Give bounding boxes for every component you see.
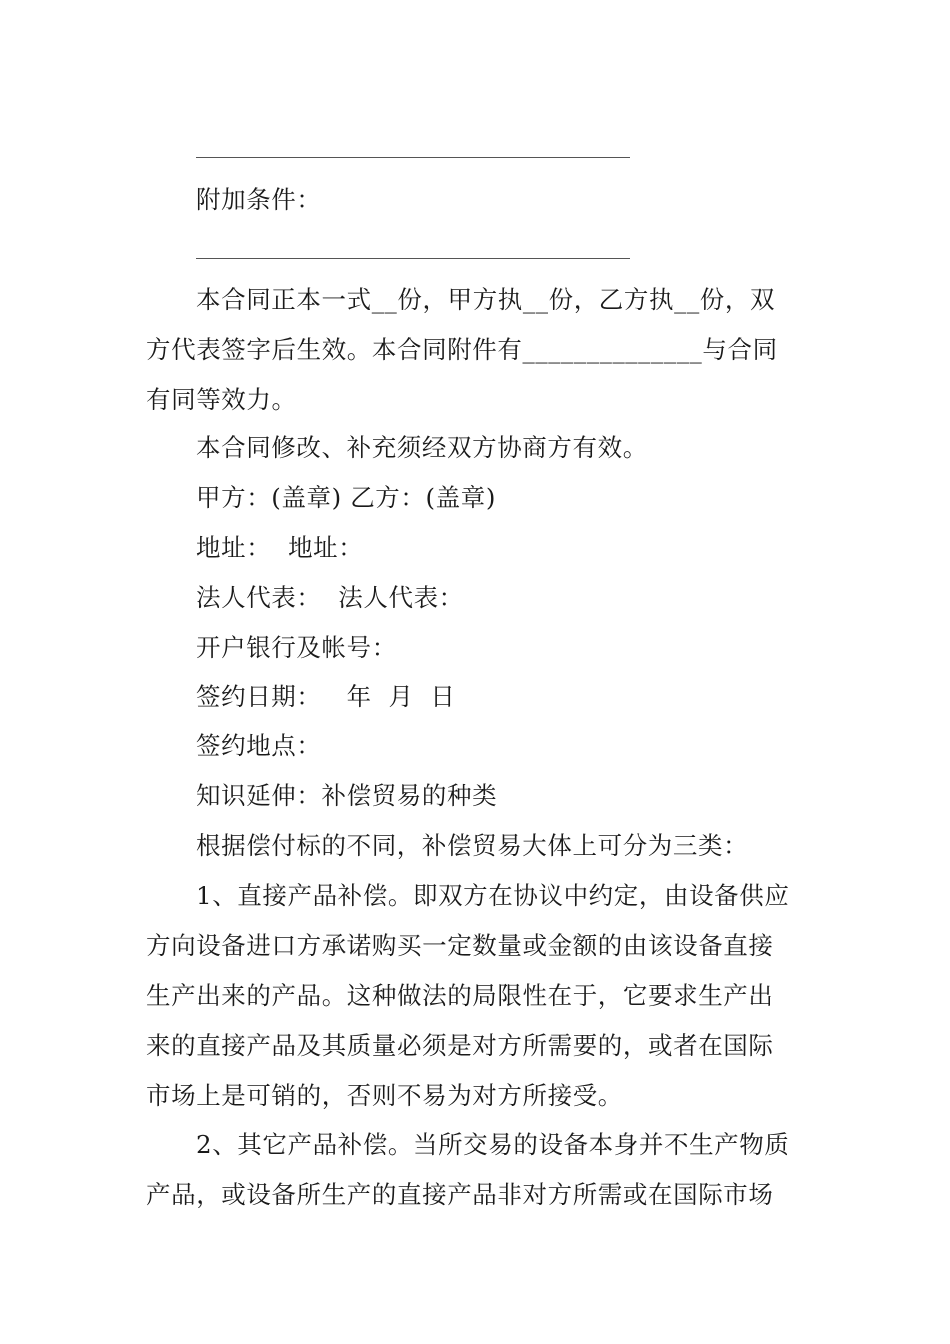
paragraph-line: 根据偿付标的不同，补偿贸易大体上可分为三类： bbox=[196, 831, 749, 860]
sign-date-line: 签约日期： 年 月 日 bbox=[196, 682, 456, 711]
paragraph-line: 生产出来的产品。这种做法的局限性在于，它要求生产出 bbox=[146, 981, 774, 1010]
paragraph-line: 方向设备进口方承诺购买一定数量或金额的由该设备直接 bbox=[146, 931, 774, 960]
bank-account-line: 开户银行及帐号： bbox=[196, 633, 397, 662]
party-stamp-line: 甲方：(盖章) 乙方：(盖章) bbox=[196, 483, 497, 512]
blank-underline bbox=[196, 258, 630, 259]
paragraph-line: 本合同修改、补充须经双方协商方有效。 bbox=[196, 433, 648, 462]
paragraph-line: 2、其它产品补偿。当所交易的设备本身并不生产物质 bbox=[196, 1130, 790, 1159]
knowledge-heading: 知识延伸：补偿贸易的种类 bbox=[196, 781, 498, 810]
paragraph-line: 有同等效力。 bbox=[146, 385, 297, 414]
sign-place-line: 签约地点： bbox=[196, 731, 322, 760]
paragraph-line: 市场上是可销的，否则不易为对方所接受。 bbox=[146, 1081, 623, 1110]
additional-terms-label: 附加条件： bbox=[196, 185, 322, 214]
paragraph-line: 产品，或设备所生产的直接产品非对方所需或在国际市场 bbox=[146, 1180, 774, 1209]
paragraph-line: 1、直接产品补偿。即双方在协议中约定，由设备供应 bbox=[196, 881, 790, 910]
blank-underline bbox=[196, 157, 630, 158]
paragraph-line: 来的直接产品及其质量必须是对方所需要的，或者在国际 bbox=[146, 1031, 774, 1060]
paragraph-line: 方代表签字后生效。本合同附件有______________与合同 bbox=[146, 335, 778, 364]
legal-rep-line: 法人代表： 法人代表： bbox=[196, 583, 464, 612]
paragraph-line: 本合同正本一式__份，甲方执__份，乙方执__份，双 bbox=[196, 285, 776, 314]
address-line: 地址： 地址： bbox=[196, 533, 364, 562]
